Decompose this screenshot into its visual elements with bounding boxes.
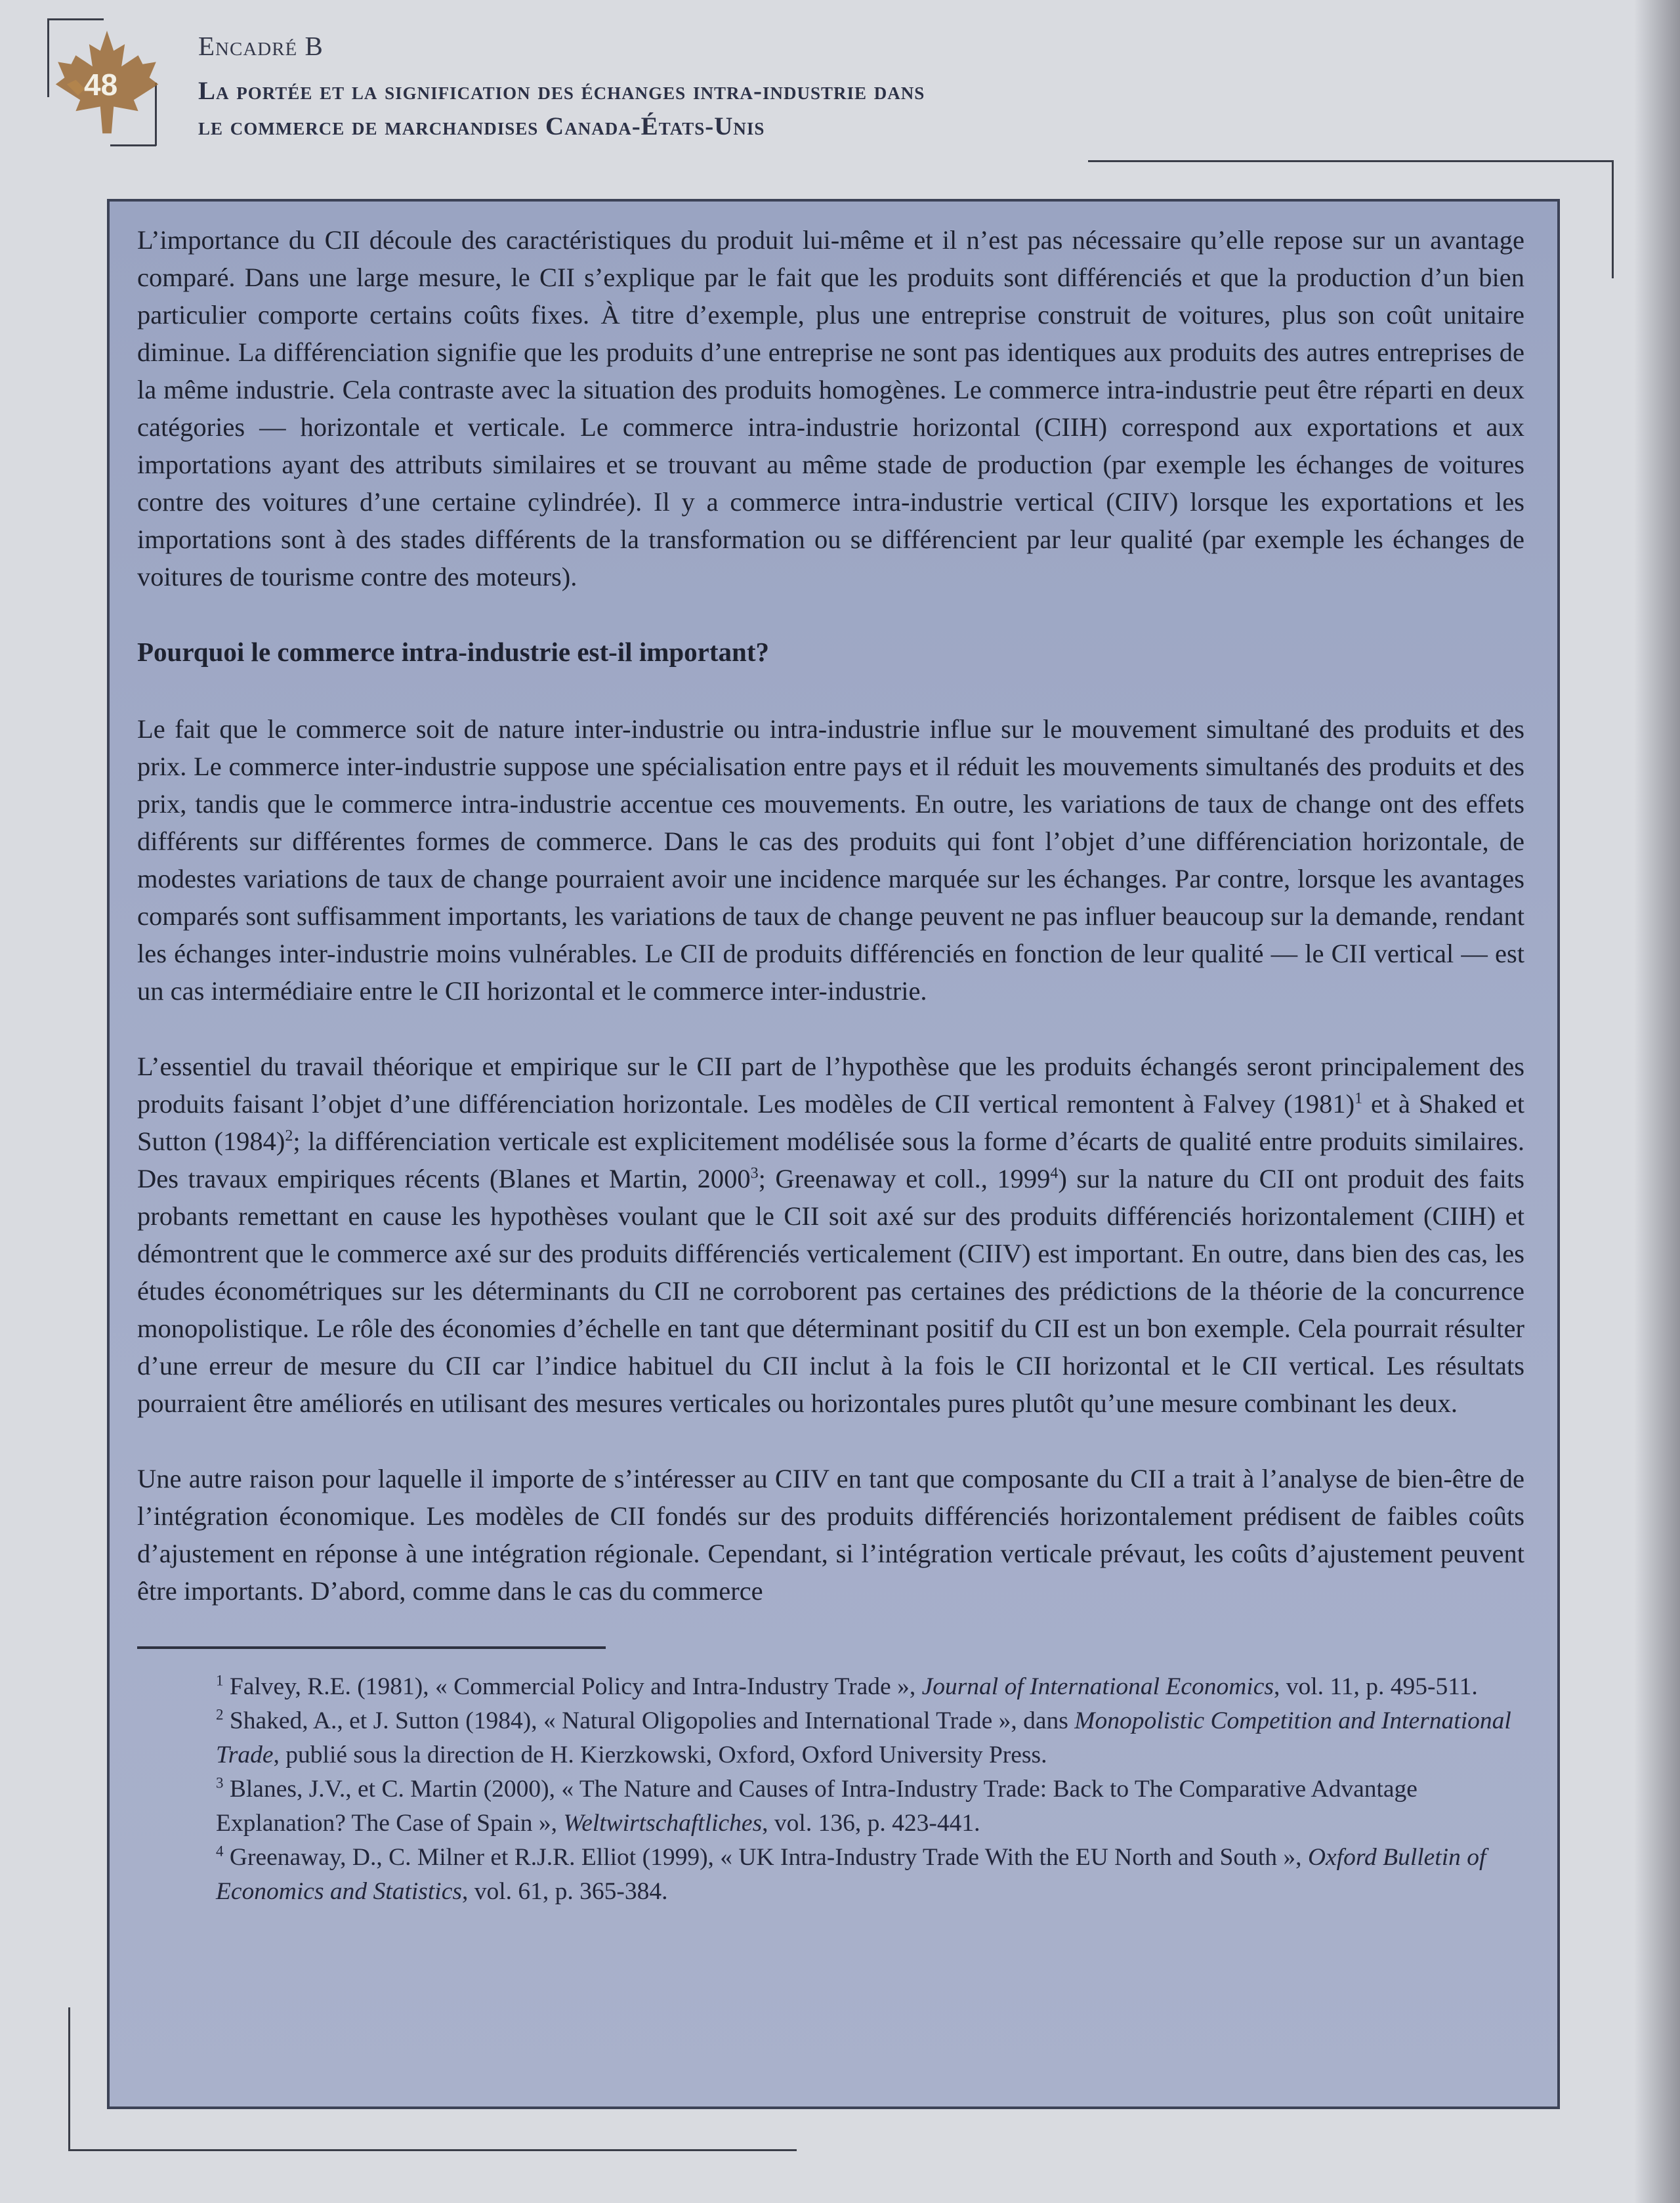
footnote-text-end: , vol. 136, p. 423-441. — [762, 1810, 980, 1837]
frame-corner-top-left-v — [47, 18, 49, 97]
footnote-ref-3[interactable]: 3 — [750, 1165, 759, 1182]
frame-corner-top-left-h — [47, 18, 104, 20]
box-heading — [198, 74, 1314, 144]
paragraph-3-part-b: et à Shaked et Sutton (1984) — [137, 1089, 1524, 1156]
footnotes — [216, 1670, 1511, 1909]
paragraph-2: Le fait que le commerce soit de nature inter-industrie ou intra-industrie influe sur le mouvement simultané des produits et des prix. Le commerce inter-industrie suppose une spécialisation entre pays et il réduit les mouvements simultanés des produits et des prix, tandis que le commerce intra-industrie accentue ces mouvements. En outre, les variations de taux de change ont des effets différents sur différentes formes de commerce. Dans le cas des produits qui font l’objet d’une différenciation horizontale, de modestes variations de taux de change pourraient avoir une incidence marquée sur les échanges. Par contre, lorsque les avantages comparés sont suffisamment importants, les variations de taux de change peuvent ne pas influer beaucoup sur la demande, rendant les échanges inter-industrie moins vulnérables. Le CII de produits différenciés en fonction de leur qualité — le CII vertical — est un cas intermédiaire entre le CII horizontal et le commerce inter-industrie. — [137, 714, 1524, 1006]
footnote-text: Shaked, A., et J. Sutton (1984), « Natural Oligopolies and International Trade », dans — [229, 1707, 1075, 1734]
footnote-1 — [216, 1670, 1511, 1704]
frame-top-right-h — [1088, 160, 1613, 162]
footnote-4 — [216, 1841, 1511, 1909]
footnote-title: Journal of International Economics — [921, 1673, 1274, 1700]
frame-top-right-v — [1612, 160, 1614, 278]
footnote-text: Falvey, R.E. (1981), « Commercial Policy and Intra-Industry Trade », — [229, 1673, 922, 1700]
frame-bottom-left-v — [68, 2007, 70, 2150]
footnote-text: Blanes, J.V., et C. Martin (2000), « The Nature and Causes of Intra-Industry Trade: Back to The Comparative Advantage Explanation? The Case of Spain », — [216, 1776, 1418, 1837]
page-edge-shadow — [1634, 0, 1680, 2203]
page-number: 48 — [84, 68, 118, 102]
footnote-text: Greenaway, D., C. Milner et R.J.R. Elliot (1999), « UK Intra-Industry Trade With the EU North and South », — [229, 1844, 1308, 1871]
paragraph-3 — [137, 1048, 1524, 1422]
footnote-ref-2[interactable]: 2 — [285, 1127, 293, 1145]
footnote-number: 3 — [216, 1774, 224, 1791]
paragraph-1: L’importance du CII découle des caractéristiques du produit lui-même et il n’est pas nécessaire qu’elle repose sur un avantage comparé. Dans une large mesure, le CII s’explique par le fait que les produits sont différenciés et que la production d’un bien particulier comporte certains coûts fixes. À titre d’exemple, plus une entreprise construit de voitures, plus son coût unitaire diminue. La différenciation signifie que les produits d’une entreprise ne sont pas identiques aux produits des autres entreprises de la même industrie. Cela contraste avec la situation des produits homogènes. Le commerce intra-industrie peut être réparti en deux catégories — horizontale et verticale. Le commerce intra-industrie horizontal (CIIH) correspond aux exportations et aux importations ayant des attributs similaires et se trouvant au même stade de production (par exemple les échanges de voitures contre des voitures d’une certaine cylindrée). Il y a commerce intra-industrie vertical (CIIV) lorsque les exportations et les importations sont à des stades différents de la transformation ou se différencient par leur qualité (par exemple les échanges de voitures de tourisme contre des moteurs). — [137, 225, 1524, 591]
box-label: Encadré B — [198, 31, 324, 61]
box-heading-line-1: La portée et la signification des échanges intra-industrie dans — [198, 77, 925, 105]
section-subheading: Pourquoi le commerce intra-industrie est-il important? — [137, 637, 769, 667]
paragraph-3-part-d: ; Greenaway et coll., 1999 — [758, 1164, 1051, 1193]
content-box — [107, 199, 1560, 2109]
paragraph-3-part-c: ; la différenciation verticale est explicitement modélisée sous la forme d’écarts de qualité entre produits similaires. Des travaux empiriques récents (Blanes et Martin, 2000 — [137, 1126, 1524, 1193]
frame-heading-rule-h — [110, 144, 156, 146]
footnote-2 — [216, 1704, 1511, 1772]
footnote-number: 4 — [216, 1843, 224, 1860]
footnote-3 — [216, 1772, 1511, 1841]
footnote-separator — [137, 1646, 606, 1649]
footnote-title: Monopolistic Competition and International Trade — [216, 1707, 1511, 1768]
footnote-ref-1[interactable]: 1 — [1354, 1090, 1363, 1107]
paragraph-4: Une autre raison pour laquelle il importe de s’intéresser au CIIV en tant que composante du CII a trait à l’analyse de bien-être de l’intégration économique. Les modèles de CII fondés sur des produits différenciés horizontalement prédisent de faibles coûts d’ajustement en réponse à une intégration régionale. Cependant, si l’intégration verticale prévaut, les coûts d’ajustement peuvent être importants. D’abord, comme dans le cas du commerce — [137, 1464, 1524, 1606]
footnote-title: Oxford Bulletin of Economics and Statistics — [216, 1844, 1486, 1905]
footnote-title: Weltwirtschaftliches — [563, 1810, 763, 1837]
paragraph-3-part-e: ) sur la nature du CII ont produit des faits probants remettant en cause les hypothèses voulant que le CII soit axé sur des produits différenciés horizontalement (CIIH) et démontrent que le commerce axé sur des produits différenciés verticalement (CIIV) est important. En outre, dans bien des cas, les études économétriques sur les déterminants du CII ne corroborent pas certaines des prédictions de la théorie de la concurrence monopolistique. Le rôle des économies d’échelle en tant que déterminant positif du CII est un bon exemple. Cela pourrait résulter d’une erreur de mesure du CII car l’indice habituel du CII inclut à la fois le CII horizontal et le CII vertical. Les résultats pourraient être améliorés en utilisant des mesures verticales ou horizontales pures plutôt qu’une mesure combinant les deux. — [137, 1164, 1524, 1418]
footnote-text-end: , publié sous la direction de H. Kierzkowski, Oxford, Oxford University Press. — [273, 1742, 1047, 1768]
footnote-text-end: , vol. 11, p. 495-511. — [1273, 1673, 1478, 1700]
footnote-number: 2 — [216, 1706, 224, 1723]
footnote-number: 1 — [216, 1672, 224, 1689]
paragraph-3-part-a: L’essentiel du travail théorique et empirique sur le CII part de l’hypothèse que les produits échangés seront principalement des produits faisant l’objet d’une différenciation horizontale. Les modèles de CII vertical remontent à Falvey (1981) — [137, 1052, 1524, 1119]
box-heading-line-2: le commerce de marchandises Canada-États-Unis — [198, 112, 765, 140]
footnote-text-end: , vol. 61, p. 365-384. — [461, 1878, 668, 1905]
footnote-ref-4[interactable]: 4 — [1050, 1165, 1059, 1182]
frame-bottom-left-h — [68, 2149, 797, 2151]
